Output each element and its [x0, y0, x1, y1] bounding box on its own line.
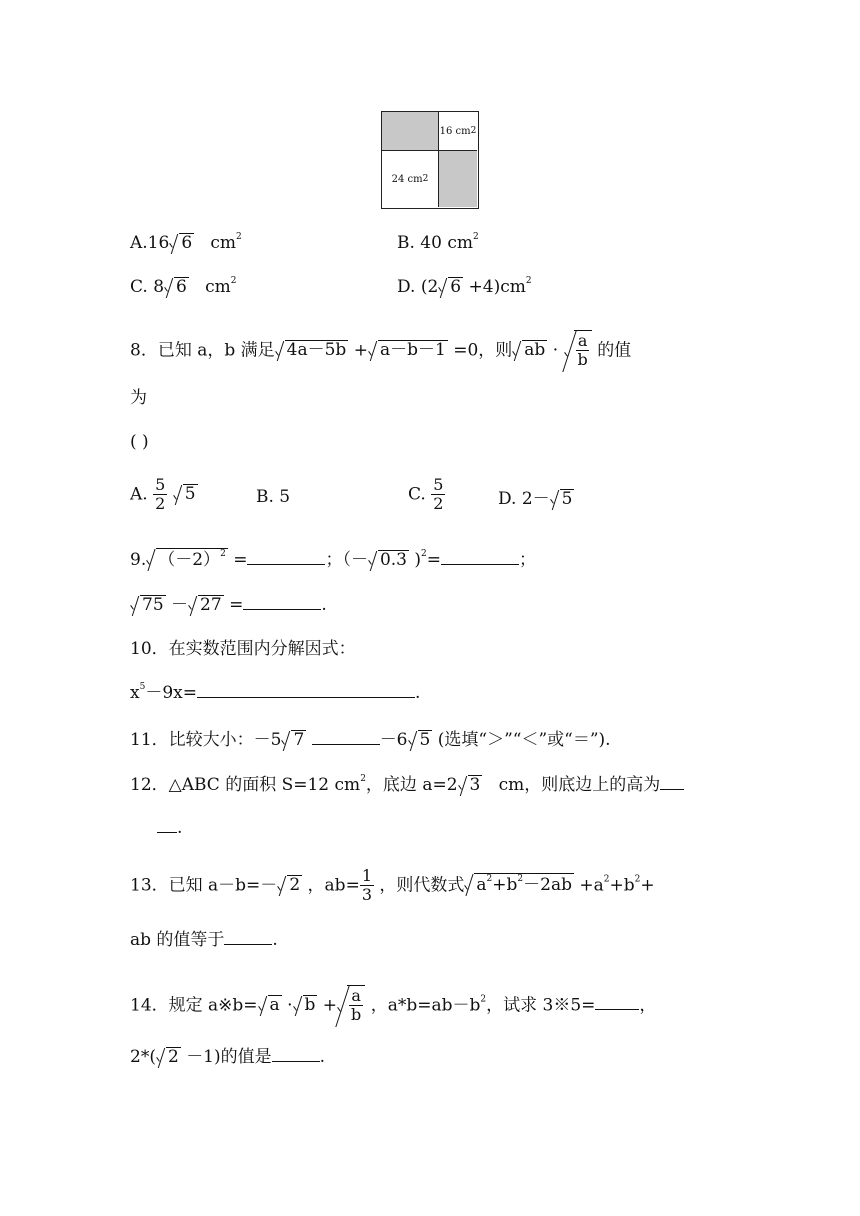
sqrt-icon: ab [513, 340, 547, 359]
q8-answer-paren: ( ) [130, 432, 149, 452]
answer-blank[interactable] [272, 1047, 320, 1062]
sqrt-fraction-icon: $\frac{a}{b}$ [565, 330, 592, 370]
answer-blank[interactable] [247, 550, 325, 565]
shaded-rect-top-left [382, 112, 439, 151]
large-square-label: 24 cm [391, 173, 423, 185]
q9-line2: 75 － 27 = . [130, 595, 327, 614]
q9-line1: 9. $(-2)^2$ = ；（－ 0.3 )$^2$= ； [130, 549, 537, 570]
small-square: 16 cm 2 [439, 112, 477, 151]
answer-blank[interactable] [224, 930, 272, 945]
q8-option-a: A. $\frac{5}{2}$ 5 [130, 475, 196, 514]
sqrt-icon: 5 [174, 484, 198, 503]
sqrt-icon: 3 [459, 775, 483, 794]
sqrt-icon: 5 [551, 489, 575, 508]
small-square-label: 16 cm [439, 125, 471, 137]
q7-option-c: C. 8 6 $cm^2$ [130, 276, 237, 297]
answer-blank[interactable] [441, 550, 519, 565]
q8-stem: 8．已知 a，b 满足 4a－5b + a－b－1 =0，则 ab · $\frac{a}{b}$ 的值 [130, 330, 631, 370]
sqrt-icon: $a^2+b^2-2ab$ [465, 873, 574, 894]
large-square: 24 cm 2 [382, 151, 439, 207]
sqrt-icon: 4a－5b [276, 340, 349, 359]
area-figure [381, 111, 479, 209]
answer-blank[interactable] [660, 775, 684, 790]
q7-option-d: D. (2 $6 +4)cm^2$ [397, 276, 532, 297]
shaded-rect-bottom-right [439, 151, 477, 207]
q11-stem: 11．比较大小：－5 7 －6 5 (选填“＞”“＜”或“＝”). [130, 730, 611, 750]
q10-stem: 10．在实数范围内分解因式： [130, 639, 356, 659]
sqrt-icon: b [294, 995, 318, 1014]
q7-option-b: B. 40 $cm^2$ [397, 232, 479, 253]
q12-stem: 12．△ABC 的面积 S=12 $cm^2$，底边 a=2 3 cm，则底边上的高为 [130, 775, 684, 794]
q8-option-b: B. 5 [256, 487, 291, 507]
sqrt-icon: 6 [170, 233, 194, 252]
sqrt-icon: 2 [157, 1047, 181, 1066]
q8-option-d: D. 2－ 5 [498, 489, 573, 509]
q8-option-c: C. $\frac{5}{2}$ [408, 475, 444, 514]
q13-line2: ab 的值等于 . [130, 930, 278, 950]
sqrt-icon: 6 [165, 277, 189, 296]
sqrt-fraction-icon: $\frac{a}{b}$ [338, 985, 365, 1025]
sqrt-icon: $(-2)^2$ [147, 548, 228, 569]
sqrt-icon: 2 [278, 875, 302, 894]
answer-blank[interactable] [312, 730, 380, 745]
answer-blank[interactable] [243, 595, 321, 610]
sqrt-icon: a－b－1 [369, 340, 448, 359]
sqrt-icon: 0.3 [369, 550, 409, 569]
sqrt-icon: 6 [439, 277, 463, 296]
q7-option-a: A.16 6 $cm^2$ [130, 232, 242, 253]
answer-blank[interactable] [197, 683, 415, 698]
sqrt-icon: 5 [409, 730, 433, 749]
q13-stem: 13．已知 a－b=－ 2 ，ab= $\frac{1}{3}$ ，则代数式 $a^2+b^2-2ab +a^2+b^2+$ [130, 866, 655, 905]
q14-line2: 2*( 2 －1)的值是 . [130, 1047, 326, 1067]
answer-blank[interactable] [595, 995, 639, 1010]
sqrt-icon: 75 [131, 595, 166, 614]
sqrt-icon: a [259, 995, 282, 1014]
q14-stem: 14．规定 a※b= a · b + $\frac{a}{b}$ ，$a*b=ab-b^2$，试求 3※5= ， [130, 985, 656, 1025]
sqrt-icon: 7 [282, 730, 306, 749]
answer-blank[interactable] [157, 818, 177, 833]
q10-expression: $x^5-9x=$ . [130, 682, 421, 703]
sqrt-icon: 27 [189, 595, 224, 614]
q12-stem-wrap: . [157, 818, 182, 837]
q8-stem-wrap: 为 [130, 388, 147, 408]
